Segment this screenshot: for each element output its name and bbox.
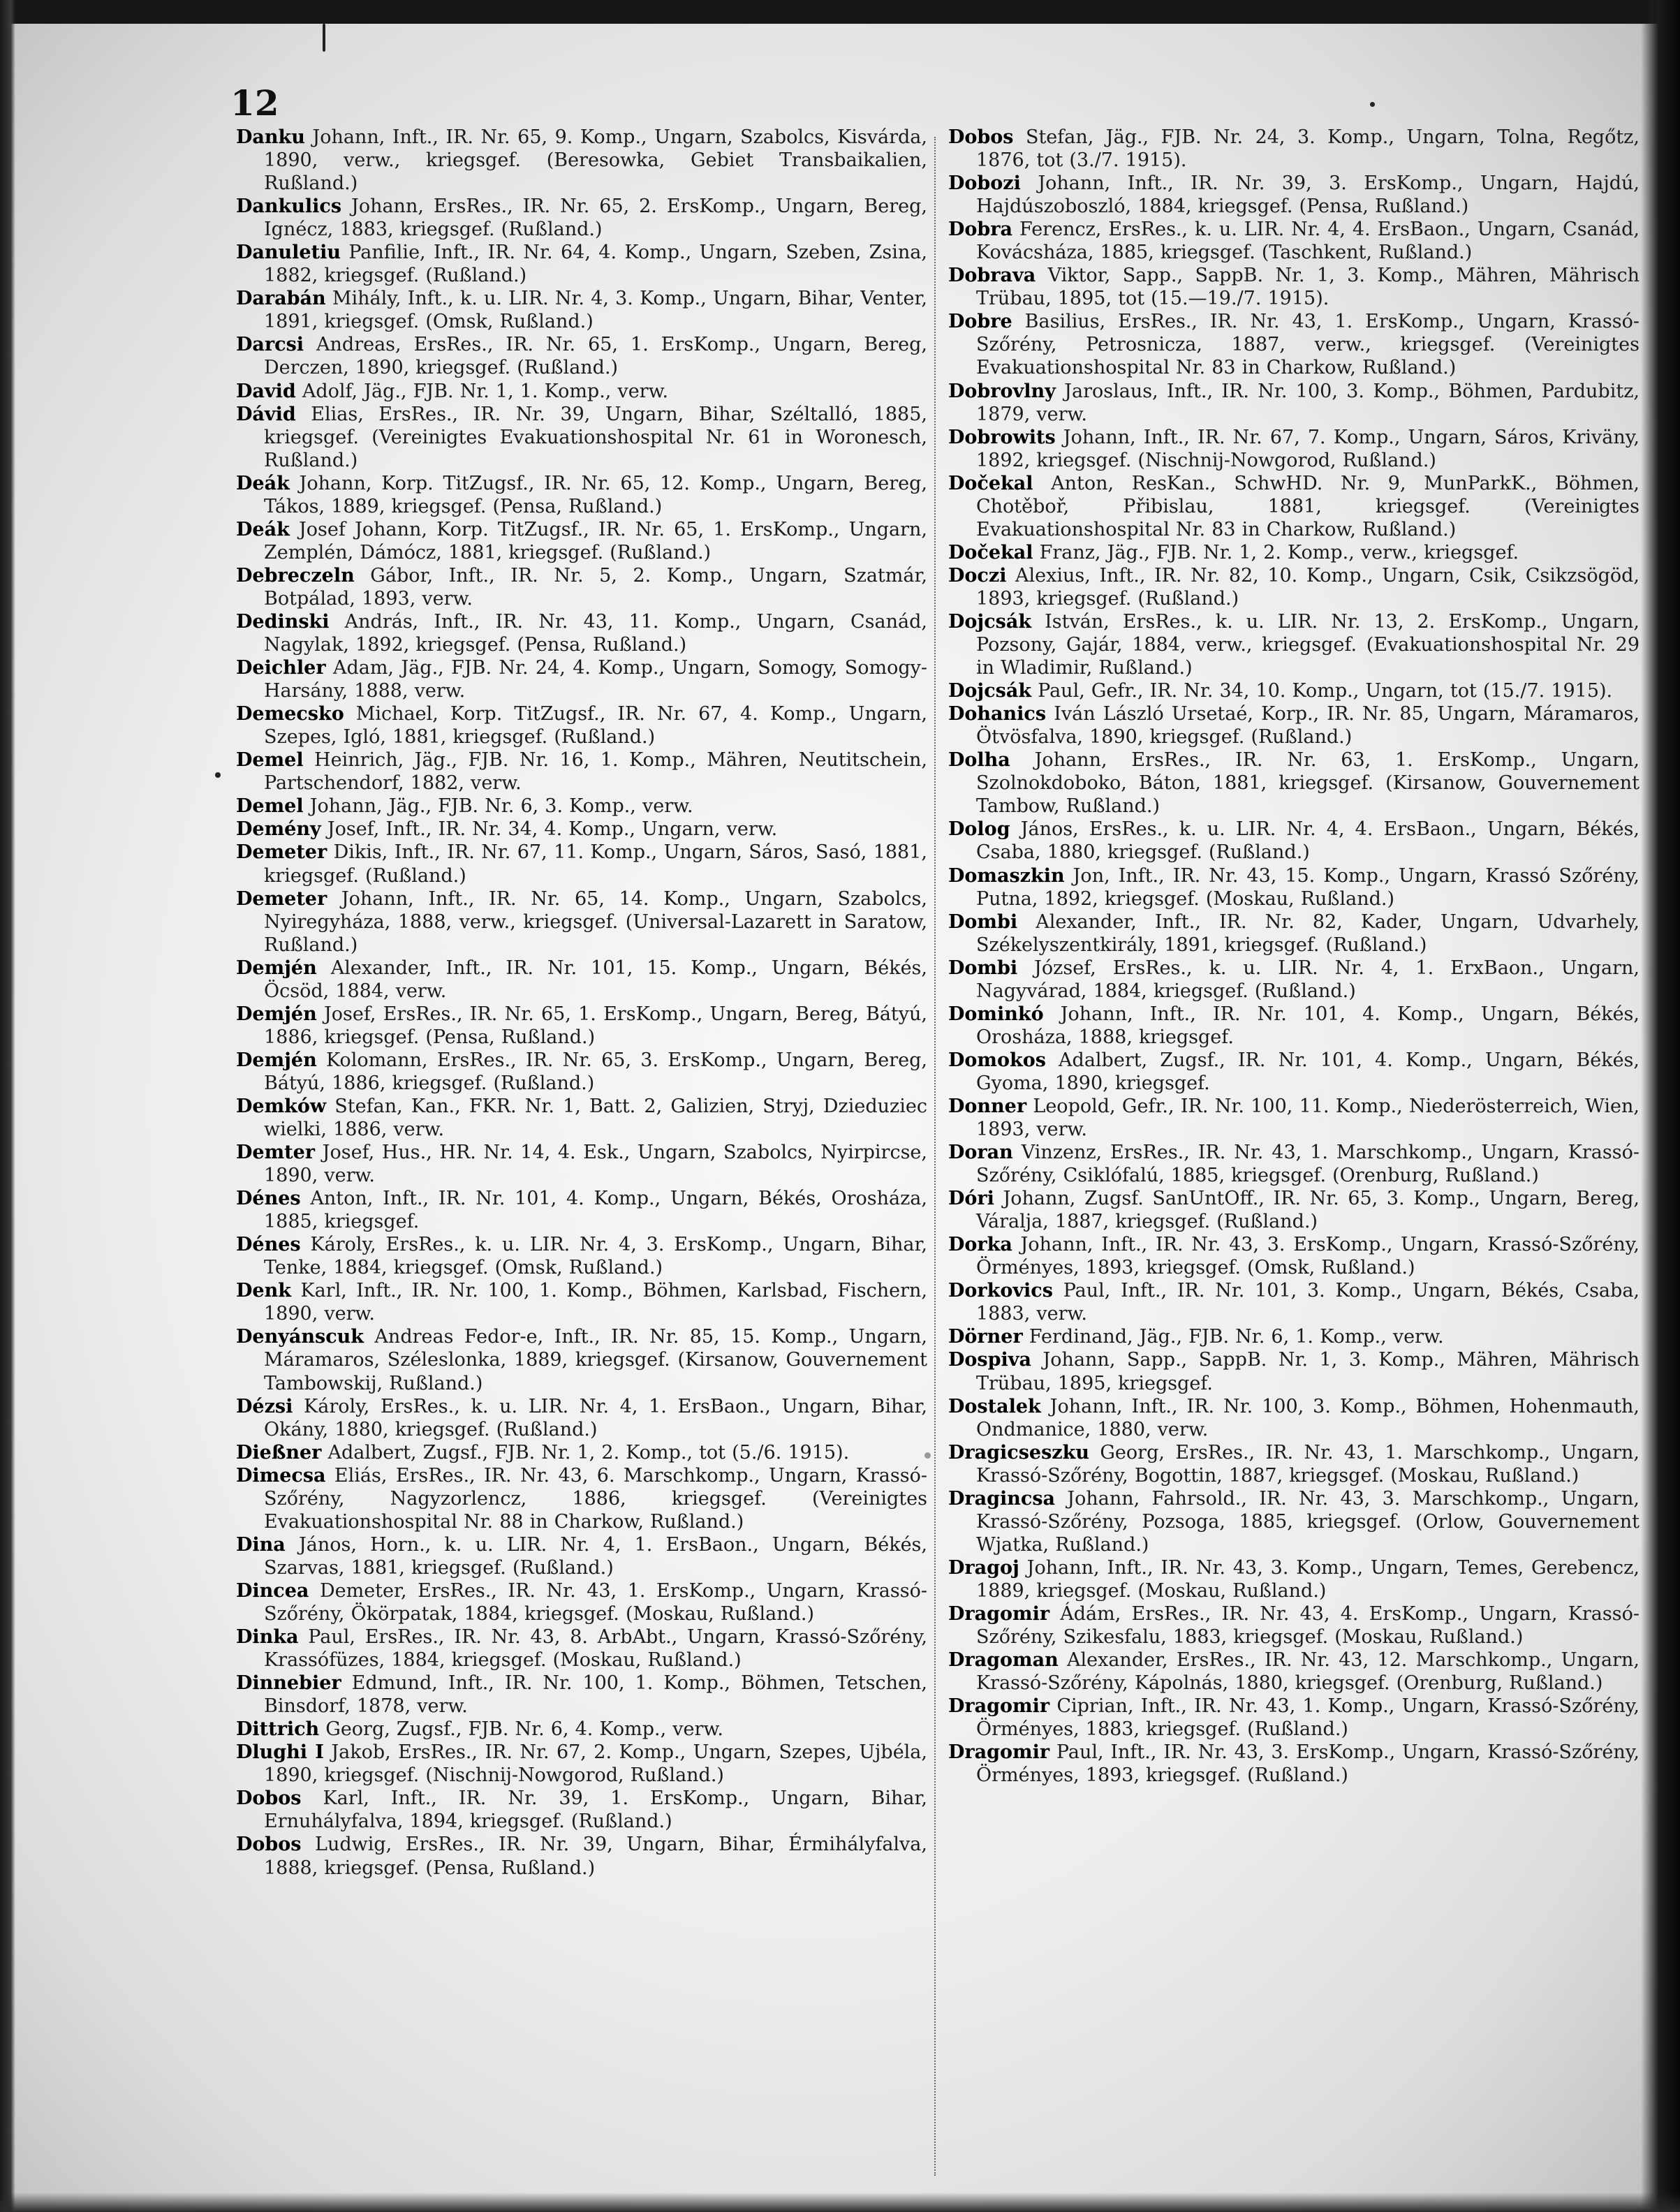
register-entry: [948, 1325, 1640, 1348]
entry-surname: Dankulics: [236, 196, 342, 218]
entry-details: István, ErsRes., k. u. LIR. Nr. 13, 2. ErsKomp., Ungarn, Pozsony, Gajár, 1884, verw., kriegsgef. (Evakuationshospital Nr. 29 in Wladimir, Rußland.): [976, 610, 1640, 679]
register-entry: [948, 426, 1640, 472]
entry-surname: Dobra: [948, 219, 1013, 241]
entry-details: Josef Johann, Korp. TitZugsf., IR. Nr. 65, 1. ErsKomp., Ungarn, Zemplén, Dámócz, 1881, kriegsgef. (Rußland.): [264, 518, 927, 563]
entry-details: Johann, Zugsf. SanUntOff., IR. Nr. 65, 3. Komp., Ungarn, Bereg, Váralja, 1887, kriegsgef. (Rußland.): [976, 1188, 1640, 1233]
register-entry: [948, 1348, 1640, 1394]
register-entry: [236, 1718, 927, 1741]
entry-surname: Dorka: [948, 1234, 1012, 1256]
entry-details: Johann, ErsRes., IR. Nr. 65, 2. ErsKomp., Ungarn, Bereg, Ignécz, 1883, kriegsgef. (Rußland.): [264, 196, 927, 241]
entry-details: Karl, Inft., IR. Nr. 100, 1. Komp., Böhmen, Karlsbad, Fischern, 1890, verw.: [264, 1280, 927, 1325]
entry-details: Adolf, Jäg., FJB. Nr. 1, 1. Komp., verw.: [295, 380, 669, 402]
entry-details: Johann, Inft., IR. Nr. 43, 3. ErsKomp., Ungarn, Krassó-Szőrény, Örményes, 1893, kriegsgef. (Omsk, Rußland.): [976, 1234, 1640, 1279]
register-entry: [236, 656, 927, 702]
register-entry: [236, 287, 927, 333]
register-entry: [236, 126, 927, 195]
register-entry: [236, 1395, 927, 1441]
register-entry: [236, 1325, 927, 1394]
entry-details: Paul, ErsRes., IR. Nr. 43, 8. ArbAbt., Ungarn, Krassó-Szőrény, Krassófüzes, 1884, kriegsgef. (Moskau, Rußland.): [264, 1626, 927, 1672]
entry-surname: Dojcsák: [948, 680, 1032, 702]
entry-details: Anton, Inft., IR. Nr. 101, 4. Komp., Ungarn, Békés, Orosháza, 1885, kriegsgef.: [264, 1188, 927, 1233]
entry-surname: Dávid: [236, 403, 296, 425]
register-entry: [948, 1003, 1640, 1049]
entry-surname: Dóri: [948, 1188, 994, 1210]
entry-surname: Dobre: [948, 311, 1012, 333]
register-entry: [948, 380, 1640, 426]
entry-details: József, ErsRes., k. u. LIR. Nr. 4, 1. ErxBaon., Ungarn, Nagyvárad, 1884, kriegsgef. (Rußland.): [976, 957, 1640, 1002]
register-entry: [236, 1187, 927, 1233]
entry-surname: Denk: [236, 1280, 291, 1302]
entry-surname: Dincea: [236, 1579, 309, 1602]
entry-details: Josef, ErsRes., IR. Nr. 65, 1. ErsKomp., Ungarn, Bereg, Bátyú, 1886, kriegsgef. (Pensa, Rußland.): [264, 1003, 927, 1048]
entry-details: Paul, Gefr., IR. Nr. 34, 10. Komp., Ungarn, tot (15./7. 1915).: [1031, 680, 1613, 702]
entry-surname: Dočekal: [948, 472, 1033, 494]
left-column: [236, 126, 927, 1880]
entry-surname: Demeter: [236, 887, 327, 910]
entry-surname: Donner: [948, 1095, 1027, 1117]
entry-surname: Demjén: [236, 1003, 317, 1025]
entry-surname: Dragoman: [948, 1649, 1059, 1672]
entry-details: Alexius, Inft., IR. Nr. 82, 10. Komp., Ungarn, Csik, Csikzsögöd, 1893, kriegsgef. (Rußland.): [976, 564, 1640, 610]
register-entry: [948, 957, 1640, 1003]
entry-details: Johann, Inft., IR. Nr. 67, 7. Komp., Ungarn, Sáros, Kriväny, 1892, kriegsgef. (Nischnij-Nowgorod, Rußland.): [976, 426, 1640, 471]
entry-surname: Dolog: [948, 818, 1010, 841]
entry-details: Kolomann, ErsRes., IR. Nr. 65, 3. ErsKomp., Ungarn, Bereg, Bátyú, 1886, kriegsgef. (Rußland.): [264, 1049, 927, 1094]
entry-details: Ciprian, Inft., IR. Nr. 43, 1. Komp., Ungarn, Krassó-Szőrény, Örményes, 1883, kriegsgef. (Rußland.): [976, 1695, 1640, 1741]
entry-surname: Doczi: [948, 564, 1007, 587]
register-entry: [948, 1141, 1640, 1187]
entry-details: Georg, ErsRes., IR. Nr. 43, 1. Marschkomp., Ungarn, Krassó-Szőrény, Bogottin, 1887, kriegsgef. (Moskau, Rußland.): [976, 1441, 1640, 1487]
register-entry: [948, 610, 1640, 679]
scan-edge-right: [1641, 0, 1680, 2212]
entry-surname: David: [236, 380, 296, 402]
entry-surname: Demków: [236, 1095, 327, 1117]
register-entry: [948, 1233, 1640, 1279]
entry-details: Panfilie, Inft., IR. Nr. 64, 4. Komp., Ungarn, Szeben, Zsina, 1882, kriegsgef. (Rußland.): [264, 242, 927, 287]
entry-details: András, Inft., IR. Nr. 43, 11. Komp., Ungarn, Csanád, Nagylak, 1892, kriegsgef. (Pensa, Rußland.): [264, 610, 927, 656]
entry-details: Jakob, ErsRes., IR. Nr. 67, 2. Komp., Ungarn, Szepes, Ujbéla, 1890, kriegsgef. (Nischnij-Nowgorod, Rußland.): [264, 1741, 927, 1787]
entry-surname: Demel: [236, 749, 304, 772]
register-entry: [236, 333, 927, 379]
register-entry: [948, 264, 1640, 310]
entry-surname: Dobozi: [948, 172, 1021, 195]
register-entry: [948, 472, 1640, 541]
register-entry: [236, 1279, 927, 1325]
register-entry: [236, 610, 927, 656]
entry-details: Leopold, Gefr., IR. Nr. 100, 11. Komp., Niederösterreich, Wien, 1893, verw.: [976, 1095, 1640, 1141]
entry-surname: Domokos: [948, 1049, 1046, 1071]
register-entry: [236, 1833, 927, 1879]
entry-details: Johann, Inft., IR. Nr. 65, 9. Komp., Ungarn, Szabolcs, Kisvárda, 1890, verw., kriegsgef. (Beresowka, Gebiet Transbaikalien, Rußland.): [264, 126, 927, 195]
entry-surname: Dénes: [236, 1188, 301, 1210]
entry-details: Franz, Jäg., FJB. Nr. 1, 2. Komp., verw., kriegsgef.: [1033, 541, 1519, 563]
entry-surname: Danuletiu: [236, 242, 341, 264]
register-entry: [236, 749, 927, 795]
entry-details: Viktor, Sapp., SappB. Nr. 1, 3. Komp., Mähren, Mährisch Trübau, 1895, tot (15.—19./7. 1915).: [976, 265, 1640, 310]
entry-details: Alexander, Inft., IR. Nr. 82, Kader, Ungarn, Udvarhely, Székelyszentkirály, 1891, kriegsgef. (Rußland.): [976, 910, 1640, 956]
register-entry: [236, 1441, 927, 1464]
entry-surname: Dolha: [948, 749, 1010, 772]
register-entry: [948, 1695, 1640, 1741]
register-entry: [236, 241, 927, 287]
register-entry: [948, 1556, 1640, 1602]
register-entry: [948, 1187, 1640, 1233]
entry-details: Heinrich, Jäg., FJB. Nr. 16, 1. Komp., Mähren, Neutitschein, Partschendorf, 1882, verw.: [264, 749, 927, 795]
entry-surname: Dittrich: [236, 1718, 320, 1741]
entry-surname: Dießner: [236, 1441, 322, 1463]
entry-surname: Dobos: [948, 126, 1014, 148]
entry-details: Johann, Sapp., SappB. Nr. 1, 3. Komp., Mähren, Mährisch Trübau, 1895, kriegsgef.: [976, 1349, 1640, 1394]
entry-details: Johann, Jäg., FJB. Nr. 6, 3. Komp., verw.: [303, 795, 693, 818]
ink-speck: [215, 772, 221, 778]
register-entry: [948, 172, 1640, 218]
entry-details: Stefan, Kan., FKR. Nr. 1, Batt. 2, Galizien, Stryj, Dzieduziec wielki, 1886, verw.: [264, 1095, 927, 1141]
entry-details: Ádám, ErsRes., IR. Nr. 43, 4. ErsKomp., Ungarn, Krassó-Szőrény, Szikesfalu, 1883, kriegsgef. (Moskau, Rußland.): [976, 1603, 1640, 1649]
register-entry: [948, 818, 1640, 864]
entry-surname: Demény: [236, 818, 321, 841]
register-entry: [236, 887, 927, 957]
register-entry: [948, 310, 1640, 379]
entry-surname: Dragoj: [948, 1556, 1019, 1579]
scan-edge-bottom: [0, 2192, 1680, 2212]
register-entry: [948, 1602, 1640, 1649]
register-entry: [236, 195, 927, 241]
entry-details: Eliás, ErsRes., IR. Nr. 43, 6. Marschkomp., Ungarn, Krassó-Szőrény, Nagyzorlencz, 1886, kriegsgef. (Vereinigtes Evakuationshospital Nr. 88 in Charkow, Rußland.): [264, 1464, 927, 1533]
entry-surname: Dojcsák: [948, 610, 1032, 633]
register-entry: [236, 380, 927, 403]
entry-surname: Demter: [236, 1142, 316, 1164]
entry-surname: Debreczeln: [236, 564, 355, 587]
page-number: 12: [230, 82, 279, 124]
register-entry: [236, 795, 927, 818]
register-entry: [948, 910, 1640, 957]
entry-details: Dikis, Inft., IR. Nr. 67, 11. Komp., Ungarn, Sáros, Sasó, 1881, kriegsgef. (Rußland.): [264, 841, 927, 887]
entry-details: Ferdinand, Jäg., FJB. Nr. 6, 1. Komp., verw.: [1022, 1326, 1444, 1348]
entry-details: Gábor, Inft., IR. Nr. 5, 2. Komp., Ungarn, Szatmár, Botpálad, 1893, verw.: [264, 564, 927, 610]
register-entry: [236, 1141, 927, 1187]
entry-surname: Dénes: [236, 1234, 301, 1256]
register-entry: [236, 1625, 927, 1672]
entry-details: János, Horn., k. u. LIR. Nr. 4, 1. ErsBaon., Ungarn, Békés, Szarvas, 1881, kriegsgef. (Rußland.): [264, 1533, 927, 1579]
register-entry: [236, 1533, 927, 1579]
register-entry: [236, 518, 927, 564]
register-entry: [236, 1672, 927, 1718]
entry-details: Alexander, Inft., IR. Nr. 101, 15. Komp., Ungarn, Békés, Öcsöd, 1884, verw.: [264, 957, 927, 1002]
entry-surname: Dohanics: [948, 703, 1047, 725]
entry-surname: Dobos: [236, 1834, 302, 1856]
register-entry: [236, 841, 927, 887]
register-entry: [236, 1741, 927, 1787]
right-column: [948, 126, 1640, 1787]
entry-surname: Deák: [236, 518, 290, 540]
entry-surname: Dinka: [236, 1626, 299, 1649]
entry-details: Adalbert, Zugsf., IR. Nr. 101, 4. Komp., Ungarn, Békés, Gyoma, 1890, kriegsgef.: [976, 1049, 1640, 1094]
entry-surname: Darabán: [236, 288, 326, 310]
register-entry: [236, 1464, 927, 1533]
entry-surname: Dominkó: [948, 1003, 1044, 1025]
entry-surname: Dragomir: [948, 1695, 1050, 1718]
register-entry: [236, 1095, 927, 1141]
entry-details: Karl, Inft., IR. Nr. 39, 1. ErsKomp., Ungarn, Bihar, Ernuhályfalva, 1894, kriegsgef. (Rußland.): [264, 1787, 927, 1833]
entry-details: Adam, Jäg., FJB. Nr. 24, 4. Komp., Ungarn, Somogy, Somogy-Harsány, 1888, verw.: [264, 657, 927, 702]
entry-details: Ludwig, ErsRes., IR. Nr. 39, Ungarn, Bihar, Érmihályfalva, 1888, kriegsgef. (Pensa, Rußland.): [264, 1834, 927, 1879]
entry-surname: Darcsi: [236, 334, 304, 356]
entry-details: Basilius, ErsRes., IR. Nr. 43, 1. ErsKomp., Ungarn, Krassó-Szőrény, Petrosnicza, 1887, verw., kriegsgef. (Vereinigtes Evakuationshospital Nr. 83 in Charkow, Rußland.): [976, 311, 1640, 379]
entry-details: Edmund, Inft., IR. Nr. 100, 1. Komp., Böhmen, Tetschen, Binsdorf, 1878, verw.: [264, 1672, 927, 1718]
ink-speck: [1370, 102, 1375, 107]
entry-surname: Deák: [236, 472, 290, 494]
register-entry: [948, 1487, 1640, 1556]
entry-surname: Dörner: [948, 1326, 1023, 1348]
entry-surname: Dragicseszku: [948, 1441, 1089, 1463]
register-entry: [236, 818, 927, 841]
register-entry: [948, 541, 1640, 564]
register-entry: [236, 1233, 927, 1279]
entry-details: Károly, ErsRes., k. u. LIR. Nr. 4, 1. ErsBaon., Ungarn, Bihar, Okány, 1880, kriegsgef. (Rußland.): [264, 1395, 927, 1440]
entry-surname: Deichler: [236, 657, 326, 679]
entry-surname: Dombi: [948, 957, 1018, 979]
entry-surname: Dimecsa: [236, 1464, 326, 1487]
entry-details: Johann, ErsRes., IR. Nr. 63, 1. ErsKomp., Ungarn, Szolnokdoboko, Báton, 1881, kriegsgef. (Kirsanow, Gouvernement Tambow, Rußland.): [976, 749, 1640, 818]
register-entry: [948, 1049, 1640, 1095]
entry-details: Vinzenz, ErsRes., IR. Nr. 43, 1. Marschkomp., Ungarn, Krassó-Szőrény, Csiklófalú, 1885, kriegsgef. (Orenburg, Rußland.): [976, 1142, 1640, 1187]
register-entry: [948, 1441, 1640, 1487]
register-entry: [948, 1095, 1640, 1141]
entry-surname: Dobrovlny: [948, 380, 1056, 402]
entry-details: Adalbert, Zugsf., FJB. Nr. 1, 2. Komp., tot (5./6. 1915).: [321, 1441, 850, 1463]
entry-surname: Demjén: [236, 957, 317, 979]
entry-surname: Dobrowits: [948, 426, 1056, 448]
scan-edge-top: [0, 0, 1680, 24]
entry-details: Paul, Inft., IR. Nr. 101, 3. Komp., Ungarn, Békés, Csaba, 1883, verw.: [976, 1280, 1640, 1325]
entry-surname: Domaszkin: [948, 864, 1065, 887]
entry-surname: Dočekal: [948, 541, 1033, 563]
register-entry: [948, 749, 1640, 818]
entry-details: Josef, Inft., IR. Nr. 34, 4. Komp., Ungarn, verw.: [320, 818, 778, 841]
register-entry: [236, 1787, 927, 1833]
entry-surname: Dombi: [948, 910, 1018, 933]
entry-details: Jon, Inft., IR. Nr. 43, 15. Komp., Ungarn, Krassó Szőrény, Putna, 1892, kriegsgef. (Moskau, Rußland.): [976, 864, 1640, 910]
entry-surname: Demeter: [236, 841, 327, 864]
entry-details: Johann, Inft., IR. Nr. 101, 4. Komp., Ungarn, Békés, Orosháza, 1888, kriegsgef.: [976, 1003, 1640, 1048]
entry-surname: Dragincsa: [948, 1487, 1056, 1510]
register-entry: [236, 957, 927, 1003]
entry-surname: Demecsko: [236, 703, 344, 725]
register-entry: [948, 564, 1640, 610]
entry-surname: Dobrava: [948, 265, 1036, 287]
entry-surname: Dinnebier: [236, 1672, 341, 1695]
register-entry: [948, 1649, 1640, 1695]
register-entry: [948, 1741, 1640, 1787]
register-entry: [236, 472, 927, 518]
register-entry: [948, 1395, 1640, 1441]
entry-details: Károly, ErsRes., k. u. LIR. Nr. 4, 3. ErsKomp., Ungarn, Bihar, Tenke, 1884, kriegsgef. (Omsk, Rußland.): [264, 1234, 927, 1279]
entry-surname: Dina: [236, 1533, 286, 1556]
entry-details: Johann, Fahrsold., IR. Nr. 43, 3. Marschkomp., Ungarn, Krassó-Szőrény, Pozsoga, 1885, kriegsgef. (Orlow, Gouvernement Wjatka, Rußland.): [976, 1487, 1640, 1556]
entry-surname: Dragomir: [948, 1741, 1050, 1764]
register-entry: [236, 403, 927, 472]
entry-details: Johann, Inft., IR. Nr. 43, 3. Komp., Ungarn, Temes, Gerebencz, 1889, kriegsgef. (Moskau, Rußland.): [976, 1556, 1640, 1602]
entry-details: Johann, Korp. TitZugsf., IR. Nr. 65, 12. Komp., Ungarn, Bereg, Tákos, 1889, kriegsgef. (Pensa, Rußland.): [264, 472, 927, 517]
entry-surname: Dézsi: [236, 1395, 293, 1417]
register-entry: [948, 679, 1640, 702]
entry-details: Iván László Ursetaé, Korp., IR. Nr. 85, Ungarn, Máramaros, Ötvösfalva, 1890, kriegsgef. (Rußland.): [976, 703, 1640, 749]
entry-details: Michael, Korp. TitZugsf., IR. Nr. 67, 4. Komp., Ungarn, Szepes, Igló, 1881, kriegsgef. (Rußland.): [264, 703, 927, 749]
entry-surname: Dospiva: [948, 1349, 1031, 1371]
entry-details: Jaroslaus, Inft., IR. Nr. 100, 3. Komp., Böhmen, Pardubitz, 1879, verw.: [976, 380, 1640, 425]
register-entry: [948, 126, 1640, 172]
register-entry: [236, 702, 927, 749]
entry-surname: Demel: [236, 795, 304, 818]
register-entry: [236, 564, 927, 610]
entry-surname: Dlughi I: [236, 1741, 324, 1764]
entry-details: Anton, ResKan., SchwHD. Nr. 9, MunParkK., Böhmen, Chotěboř, Přibislau, 1881, kriegsgef. (Vereinigtes Evakuationshospital Nr. 83 in Charkow, Rußland.): [976, 472, 1640, 540]
register-entry: [236, 1049, 927, 1095]
entry-details: Johann, Inft., IR. Nr. 100, 3. Komp., Böhmen, Hohenmauth, Ondmanice, 1880, verw.: [976, 1395, 1640, 1440]
scan-edge-left: [0, 0, 15, 2212]
register-entry: [948, 218, 1640, 264]
register-entry: [948, 864, 1640, 910]
entry-details: Elias, ErsRes., IR. Nr. 39, Ungarn, Bihar, Széltalló, 1885, kriegsgef. (Vereinigtes Evakuationshospital Nr. 61 in Woronesch, Rußland.): [264, 403, 927, 471]
register-entry: [236, 1579, 927, 1625]
entry-details: Andreas Fedor-e, Inft., IR. Nr. 85, 15. Komp., Ungarn, Máramaros, Széleslonka, 1889, kriegsgef. (Kirsanow, Gouvernement Tambowskij, Rußland.): [264, 1326, 927, 1394]
entry-surname: Doran: [948, 1142, 1013, 1164]
entry-surname: Denyánscuk: [236, 1326, 364, 1348]
entry-details: Paul, Inft., IR. Nr. 43, 3. ErsKomp., Ungarn, Krassó-Szőrény, Örményes, 1893, kriegsgef. (Rußland.): [976, 1741, 1640, 1787]
entry-surname: Danku: [236, 126, 305, 148]
entry-details: Josef, Hus., HR. Nr. 14, 4. Esk., Ungarn, Szabolcs, Nyirpircse, 1890, verw.: [264, 1142, 927, 1187]
entry-details: Alexander, ErsRes., IR. Nr. 43, 12. Marschkomp., Ungarn, Krassó-Szőrény, Kápolnás, 1880, kriegsgef. (Orenburg, Rußland.): [976, 1649, 1640, 1695]
entry-surname: Dedinski: [236, 610, 330, 633]
entry-details: Mihály, Inft., k. u. LIR. Nr. 4, 3. Komp., Ungarn, Bihar, Venter, 1891, kriegsgef. (Omsk, Rußland.): [264, 288, 927, 333]
register-entry: [948, 702, 1640, 749]
entry-surname: Demjén: [236, 1049, 317, 1071]
register-entry: [236, 1003, 927, 1049]
entry-details: Johann, Inft., IR. Nr. 65, 14. Komp., Ungarn, Szabolcs, Nyiregyháza, 1888, verw., kriegsgef. (Universal-Lazarett in Saratow, Rußland.): [264, 887, 927, 956]
entry-surname: Dragomir: [948, 1603, 1050, 1625]
register-entry: [948, 1279, 1640, 1325]
entry-details: János, ErsRes., k. u. LIR. Nr. 4, 4. ErsBaon., Ungarn, Békés, Csaba, 1880, kriegsgef. (Rußland.): [976, 818, 1640, 864]
entry-details: Demeter, ErsRes., IR. Nr. 43, 1. ErsKomp., Ungarn, Krassó-Szőrény, Ökörpatak, 1884, kriegsgef. (Moskau, Rußland.): [264, 1579, 927, 1625]
column-divider: [934, 137, 936, 2176]
entry-surname: Dobos: [236, 1787, 302, 1810]
entry-details: Stefan, Jäg., FJB. Nr. 24, 3. Komp., Ungarn, Tolna, Regőtz, 1876, tot (3./7. 1915).: [976, 126, 1640, 172]
ink-speck: [323, 24, 325, 52]
entry-surname: Dostalek: [948, 1395, 1041, 1417]
entry-details: Andreas, ErsRes., IR. Nr. 65, 1. ErsKomp., Ungarn, Bereg, Derczen, 1890, kriegsgef. (Rußland.): [264, 334, 927, 379]
entry-details: Georg, Zugsf., FJB. Nr. 6, 4. Komp., verw.: [319, 1718, 723, 1741]
entry-surname: Dorkovics: [948, 1280, 1053, 1302]
entry-details: Johann, Inft., IR. Nr. 39, 3. ErsKomp., Ungarn, Hajdú, Hajdúszoboszló, 1884, kriegsgef. (Pensa, Rußland.): [976, 172, 1640, 218]
entry-details: Ferencz, ErsRes., k. u. LIR. Nr. 4, 4. ErsBaon., Ungarn, Csanád, Kovácsháza, 1885, kriegsgef. (Taschkent, Rußland.): [976, 219, 1640, 264]
